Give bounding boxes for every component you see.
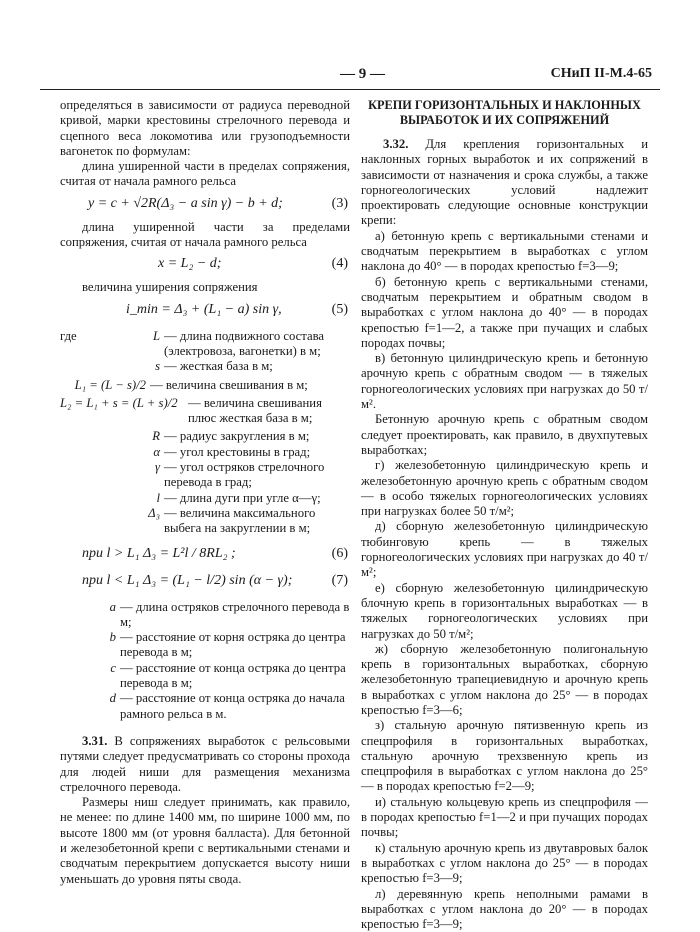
variable-text: — угол крестовины в град;: [164, 444, 311, 459]
equation-3-number: (3): [331, 195, 348, 211]
equation-5: [60, 299, 350, 323]
equation-4-formula: x = L₂ − d;: [158, 256, 222, 272]
point-number: 3.32.: [383, 137, 409, 151]
list-item: е) сборную железобетонную цилиндрическую блочную крепь в горизонтальных выработках — в тяжелых горногеологических условиях при нагрузках до 50 т/м²;: [361, 580, 648, 641]
list-item: б) бетонную крепь с вертикальными стенами, сводчатым перекрытием и обратным сводом в выработках с углом наклона до 40° — в породах крепостью f=1—2, а также при пучащих и слабых породах почвы;: [361, 274, 648, 350]
variable-text: — длина подвижного состава (электровоза, вагонетки) в м;: [164, 328, 325, 358]
equation-6-formula: при l > L₁ Δ₃ = L²l / 8RL₂ ;: [82, 545, 236, 561]
variable-row: [60, 506, 350, 537]
variable-key: L: [152, 328, 160, 343]
variable-key: s: [155, 359, 160, 374]
equation-3-formula: y = c + √2R(Δ₃ − a sin γ) − b + d;: [88, 195, 283, 211]
section-title: КРЕПИ ГОРИЗОНТАЛЬНЫХ И НАКЛОННЫХ ВЫРАБОТОК И ИХ СОПРЯЖЕНИЙ: [368, 98, 641, 127]
niches-paragraph: Размеры ниш следует принимать, как правило, не менее: по длине 1400 мм, по ширине 1000 мм, по высоте 1800 мм (от уровня балласта). Для бетонной и железобетонной крепи с вертикальными стенами и сводчатым перекрытием допускается высоту ниши уменьшать до уровня пяты свода.: [60, 795, 350, 886]
paragraph-3-32: [361, 137, 648, 229]
variable-row: [60, 359, 350, 374]
variable-row: [60, 661, 350, 692]
list-item: д) сборную железобетонную цилиндрическую тюбинговую крепь — в тяжелых горногеологических условиях при нагрузках до 40 т/м²;: [361, 519, 648, 580]
list-item: Бетонную арочную крепь с обратным сводом следует проектировать, как правило, в двухпутевых выработках;: [361, 412, 648, 457]
page-number: — 9 —: [340, 66, 385, 82]
equation-7-number: (7): [331, 572, 348, 588]
variable-definitions-2: [60, 600, 350, 722]
equation-4: [60, 253, 350, 277]
intro-paragraph: определяться в зависимости от радиуса переводной кривой, марки крестовины стрелочного перевода и сцепного веса локомотива или грузоподъемности вагонеток по формулам:: [60, 98, 350, 158]
variable-text: — жесткая база в м;: [164, 359, 273, 374]
variable-row: [60, 491, 350, 506]
variable-text: — радиус закругления в м;: [164, 429, 310, 444]
variable-row: [60, 691, 350, 722]
variable-key: R: [152, 429, 160, 444]
list-item: л) деревянную крепь неполными рамами в выработках с углом наклона до 20° — в породах крепостью f=3—9;: [361, 886, 648, 932]
variable-key: b: [109, 630, 116, 645]
variable-row: [60, 460, 350, 491]
len-within-label: длина уширенной части в пределах сопряжения, считая от начала рамного рельса: [60, 159, 350, 189]
list-item: к) стальную арочную крепь из двутавровых балок в выработках с углом наклона до 25° — в породах крепостью f=3—9;: [361, 840, 648, 886]
variable-key: L₁ = (L − s)/2: [74, 377, 146, 392]
equation-3: [60, 193, 350, 217]
header-rule: [40, 89, 660, 90]
variable-row: [60, 429, 350, 444]
variable-text: — угол остряков стрелочного перевода в град;: [164, 460, 325, 490]
code-reference: СНиП II-М.4-65: [550, 66, 652, 81]
variable-text: — величина свешивания плюс жесткая база в м;: [188, 395, 322, 426]
page-header: [40, 66, 660, 86]
right-column: [361, 98, 648, 932]
equation-6: [60, 543, 350, 567]
list-item: г) железобетонную цилиндрическую крепь и железобетонную арочную крепь с обратным сводом — в особо тяжелых горногеологических условиях при нагрузках более 50 т/м²;: [361, 458, 648, 519]
variable-definitions: [60, 329, 350, 537]
paragraph-text: Для крепления горизонтальных и наклонных горных выработок и их сопряжений в зависимости от назначения и срока службы, а также горногеологических условий надлежит проектировать следующие основные конструкции крепи:: [361, 137, 648, 228]
variable-row: [60, 630, 350, 661]
variable-row: [60, 396, 350, 427]
variable-row: [60, 329, 350, 360]
variable-text: — длина дуги при угле α—γ;: [164, 490, 321, 505]
variable-text: — расстояние от корня остряка до центра перевода в м;: [120, 630, 346, 660]
variable-text: — длина остряков стрелочного перевода в м;: [120, 599, 350, 629]
variable-key: d: [109, 691, 116, 706]
variable-key: c: [110, 660, 116, 675]
equation-6-number: (6): [331, 545, 348, 561]
equation-5-formula: i_min = Δ₃ + (L₁ − a) sin γ,: [126, 301, 282, 317]
list-item: а) бетонную крепь с вертикальными стенами и сводчатым перекрытием в выработках с углом наклона до 40° — в породах крепостью f=3—9;: [361, 228, 648, 274]
variable-row: [60, 600, 350, 631]
variable-key: L₂ = L₁ + s = (L + s)/2: [60, 395, 178, 410]
paragraph-3-31: [60, 734, 350, 795]
variable-key: α: [153, 444, 160, 459]
variable-text: — расстояние от конца остряка до центра перевода в м;: [120, 660, 346, 691]
list-item: з) стальную арочную пятизвенную крепь из спецпрофиля в горизонтальных выработках, стальную арочную трехзвенную крепь из спецпрофиля в выработках с углом наклона до 25° — в породах крепостью f=2—9;: [361, 718, 648, 794]
equation-7: [60, 570, 350, 594]
variable-row: [60, 378, 350, 393]
variable-row: [60, 445, 350, 460]
left-column: [60, 98, 350, 887]
point-number: 3.31.: [82, 733, 108, 748]
paragraph-text: В сопряжениях выработок с рельсовыми путями следует предусматривать со стороны прохода для людей ниши для размещения механизма стрелочного перевода.: [60, 733, 351, 794]
len-outside-label: длина уширенной части за пределами сопряжения, считая от начала рамного рельса: [60, 219, 350, 250]
equation-7-formula: при l < L₁ Δ₃ = (L₁ − l/2) sin (α − γ);: [82, 572, 293, 588]
list-item: в) бетонную цилиндрическую крепь и бетонную арочную крепь с обратным сводом — в тяжелых горногеологических условиях при нагрузках до 50 т/м².: [361, 351, 648, 412]
list-item: и) стальную кольцевую крепь из спецпрофиля — в породах крепостью f=1—2 и при пучащих породах почвы;: [361, 794, 648, 840]
list-item: ж) сборную железобетонную полигональную крепь в горизонтальных выработках, сборную железобетонную трапециевидную и арочную крепь в выработках с углом наклона до 25° — в породах крепостью f=3—6;: [361, 641, 648, 717]
equation-5-number: (5): [331, 301, 348, 317]
variable-text: — величина свешивания в м;: [150, 377, 308, 392]
variable-text: — расстояние от конца остряка до начала рамного рельса в м.: [120, 691, 345, 721]
variable-key: a: [109, 599, 116, 614]
equation-4-number: (4): [331, 256, 348, 272]
variable-key: γ: [155, 460, 160, 475]
where-label: где: [60, 328, 77, 343]
variable-key: l: [156, 490, 160, 505]
widening-label: величина уширения сопряжения: [82, 280, 258, 295]
variable-text: — величина максимального выбега на закруглении в м;: [164, 505, 316, 536]
variable-key: Δ₃: [148, 505, 160, 520]
